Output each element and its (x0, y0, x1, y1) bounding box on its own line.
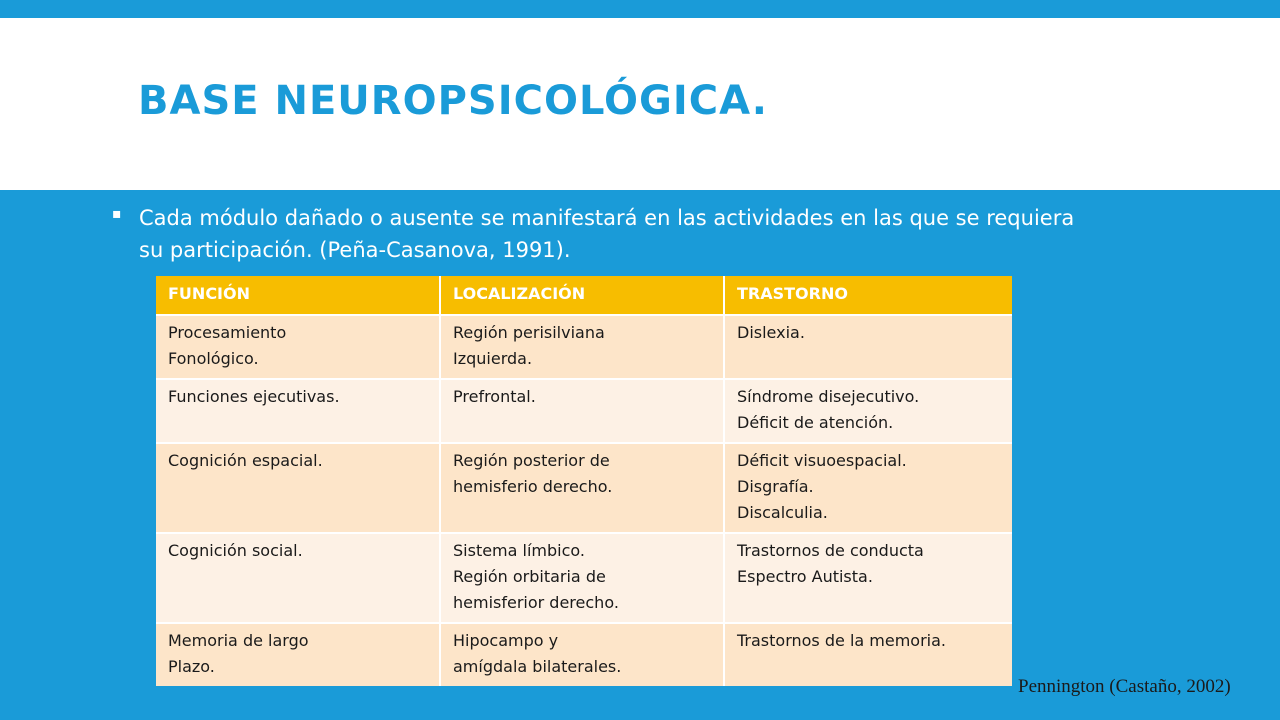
table-body (156, 315, 1012, 686)
cell-line: Región posterior de (453, 451, 610, 470)
cell-line: Déficit visuoespacial. (737, 451, 907, 470)
cell-trastorno (724, 533, 1012, 623)
cell-line: Trastornos de conducta (737, 541, 924, 560)
cell-line: Sistema límbico. (453, 541, 585, 560)
table-header-row (156, 276, 1012, 315)
cell-funcion (156, 623, 440, 686)
header-localizacion: LOCALIZACIÓN (440, 276, 724, 315)
cell-line: hemisferior derecho. (453, 593, 619, 612)
header-trastorno: TRASTORNO (724, 276, 1012, 315)
top-accent-bar (0, 0, 1280, 18)
cell-line: Región perisilviana (453, 323, 605, 342)
cell-localizacion (440, 315, 724, 379)
cell-line: Memoria de largo (168, 631, 309, 650)
cell-line: amígdala bilaterales. (453, 657, 622, 676)
cell-localizacion (440, 379, 724, 443)
cell-line: Discalculia. (737, 503, 828, 522)
cell-line: Procesamiento (168, 323, 287, 342)
cell-trastorno (724, 623, 1012, 686)
bullet-square-icon: ▪ (112, 206, 122, 222)
cell-line: Funciones ejecutivas. (168, 387, 340, 406)
table-row (156, 533, 1012, 623)
cell-line: Hipocampo y (453, 631, 559, 650)
slide-title: BASE NEUROPSICOLÓGICA. (138, 78, 768, 124)
cell-line: Prefrontal. (453, 387, 536, 406)
cell-funcion (156, 443, 440, 533)
cell-funcion (156, 379, 440, 443)
table-row (156, 443, 1012, 533)
table-row (156, 623, 1012, 686)
cell-funcion (156, 533, 440, 623)
cell-line: Síndrome disejecutivo. (737, 387, 920, 406)
cell-line: Dislexia. (737, 323, 805, 342)
cell-localizacion (440, 533, 724, 623)
cell-funcion (156, 315, 440, 379)
cell-localizacion (440, 623, 724, 686)
citation: Pennington (Castaño, 2002) (1018, 676, 1231, 697)
cell-trastorno (724, 443, 1012, 533)
neuropsych-table (156, 276, 1012, 686)
cell-localizacion (440, 443, 724, 533)
bullet-text: Cada módulo dañado o ausente se manifestará en las actividades en las que se requiera su participación. (Peña-Casanova, 1991). (139, 206, 1075, 262)
cell-line: Espectro Autista. (737, 567, 873, 586)
cell-line: Región orbitaria de (453, 567, 606, 586)
cell-line: Trastornos de la memoria. (737, 631, 946, 650)
cell-line: Plazo. (168, 657, 215, 676)
cell-line: Cognición espacial. (168, 451, 323, 470)
cell-line: hemisferio derecho. (453, 477, 613, 496)
cell-line: Fonológico. (168, 349, 259, 368)
cell-line: Déficit de atención. (737, 413, 894, 432)
cell-trastorno (724, 379, 1012, 443)
header-funcion: FUNCIÓN (156, 276, 440, 315)
cell-line: Izquierda. (453, 349, 533, 368)
cell-trastorno (724, 315, 1012, 379)
table-row (156, 379, 1012, 443)
cell-line: Disgrafía. (737, 477, 814, 496)
cell-line: Cognición social. (168, 541, 303, 560)
table-row (156, 315, 1012, 379)
